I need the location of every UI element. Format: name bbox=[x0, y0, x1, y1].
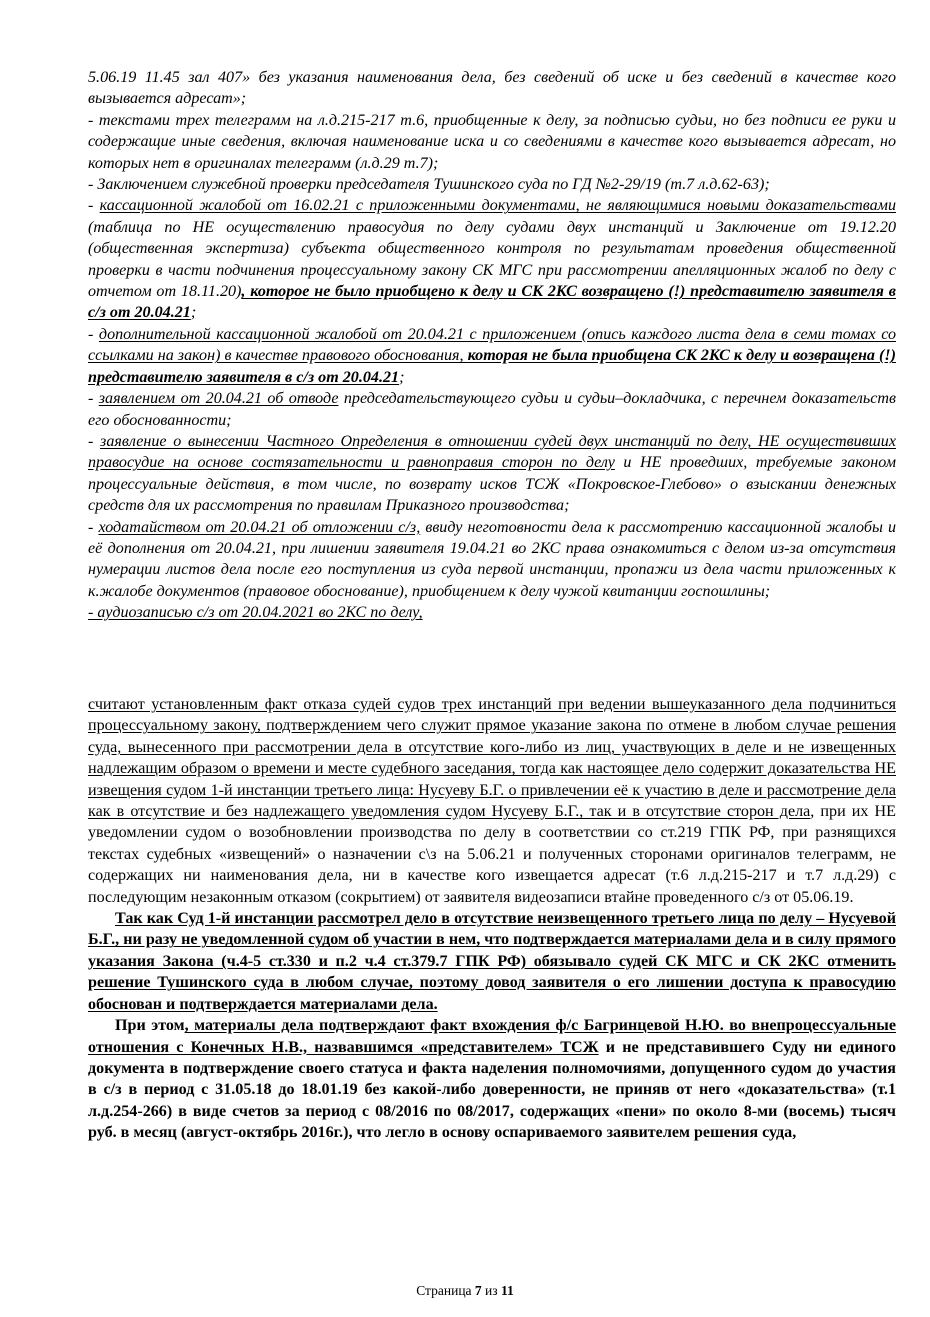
paragraph-3: - Заключением служебной проверки председателя Тушинского суда по ГД №2-29/19 (т.7 л.д.62-63); bbox=[88, 176, 770, 194]
paragraph-12: При этом, материалы дела подтверждают факт вхождения ф/с Багринцевой Н.Ю. во внепроцессуальные отношения с Конечных Н.В., назвавшимся «представителем» ТСЖ и не представившего Суду ни единого документа в подтверждение своего статуса и факта наделения полномочиями, допущенного судом до участия в с/з в период с 31.05.18 до 18.01.19 без какой-либо доверенности, не приняв от него «доказательства» (т.1 л.д.254-266) в виде счетов за период с 08/2016 по 08/2017, содержащих «пени» по около 8-ми (восемь) тысяч руб. в месяц (август-октябрь 2016г.), что легло в основу оспариваемого заявителем решения суда, bbox=[88, 1017, 896, 1142]
paragraph-10: считают установленным факт отказа судей судов трех инстанций при ведении вышеуказанного дела подчиниться процессуальному закону, подтверждением чего служит прямое указание закона по отмене в любом случае решения суда, вынесенного при рассмотрении дела в отсутствие кого-либо из лиц, участвующих в деле и не извещенных надлежащим образом о времени и месте судебного заседания, тогда как настоящее дело содержит доказательства НЕ извещения судом 1-й инстанции третьего лица: Нусуеву Б.Г. о привлечении её к участию в деле и рассмотрение дела как в отсутствие и без надлежащего уведомления судом Нусуеву Б.Г., так и в отсутствие сторон дела, при их НЕ уведомлении судом о возобновлении производства по делу в соответствии со ст.219 ГПК РФ, при разнящихся текстах судебных «извещений» о назначении с\з на 5.06.21 и полученных сторонами оригиналов телеграмм, не содержащих ни наименования дела, ни в качестве кого извещается адресат (т.6 л.д.215-217 и т.7 л.д.29) с последующим незаконным отказом (сокрытием) от заявителя видеозаписи втайне проведенного с/з от 05.06.19. bbox=[88, 696, 896, 906]
paragraph-4: - кассационной жалобой от 16.02.21 с приложенными документами, не являющимися новыми доказательствами (таблица по НЕ осуществлению правосудия по делу судами двух инстанций и Заключение от 19.12.20 (общественная экспертиза) субъекта общественного контроля по результатам проведения общественной проверки в части подчинения процессуальному закону СК МГС при рассмотрении апелляционных жалоб по делу с отчетом от 18.11.20), которое не было приобщено к делу и СК 2КС возвращено (!) представителю заявителя в с/з от 20.04.21; bbox=[88, 197, 896, 322]
paragraph-6: - заявлением от 20.04.21 об отводе председательствующего судьи и судьи–докладчика, с перечнем доказательств его обоснованности; bbox=[88, 390, 896, 429]
footer-of: из bbox=[485, 1283, 498, 1298]
paragraph-8: - ходатайством от 20.04.21 об отложении с/з, ввиду неготовности дела к рассмотрению кассационной жалобы и её дополнения от 20.04.21, при лишении заявителя 19.04.21 во 2КС права ознакомиться с делом из-за отсутствия нумерации листов дела после его поступления из суда первой инстанции, пропажи из дела части приложенных к к.жалобе документов (правовое обоснование), приобщением к делу чужой квитанции госпошлины; bbox=[88, 518, 896, 600]
paragraph-9: - аудиозаписью с/з от 20.04.2021 во 2КС по делу, bbox=[88, 604, 423, 622]
regular-text-block bbox=[88, 694, 896, 1144]
paragraph-11: Так как Суд 1-й инстанции рассмотрел дело в отсутствие неизвещенного третьего лица по делу – Нусуевой Б.Г., ни разу не уведомленной судом об участии в нем, что подтверждается материалами дела и в силу прямого указания Закона (ч.4-5 ст.330 и п.2 ч.4 ст.379.7 ГПК РФ) обязывало судей СК МГС и СК 2КС отменить решение Тушинского суда в любом случае, поэтому довод заявителя о его лишении доступа к правосудию обоснован и подтверждается материалами дела. bbox=[88, 910, 896, 1013]
footer-total-pages: 11 bbox=[500, 1283, 514, 1298]
paragraph-5: - дополнительной кассационной жалобой от 20.04.21 с приложением (опись каждого листа дела в семи томах со ссылками на закон) в качестве правового обоснования, которая не была приобщена СК 2КС к делу и возвращена (!) представителю заявителя в с/з от 20.04.21; bbox=[88, 325, 896, 386]
footer-label: Страница bbox=[416, 1283, 472, 1298]
paragraph-2: - текстами трех телеграмм на л.д.215-217 т.6, приобщенные к делу, за подписью судьи, но без подписи ее руки и содержащие иные сведения, включая наименование иска и со сведениями в качестве кого вызывается адресат, но которых нет в оригиналах телеграмм (л.д.29 т.7); bbox=[88, 111, 896, 172]
italic-list-block bbox=[88, 67, 896, 624]
paragraph-1: 5.06.19 11.45 зал 407» без указания наименования дела, без сведений об иске и без сведений в качестве кого вызывается адресат»; bbox=[88, 69, 896, 108]
footer-page-number: 7 bbox=[474, 1283, 482, 1298]
page-footer bbox=[0, 1283, 930, 1299]
paragraph-7: - заявление о вынесении Частного Определения в отношении судей двух инстанций по делу, НЕ осуществивших правосудие на основе состязательности и равноправия сторон по делу и НЕ проведших, требуемые законом процессуальные действия, в том числе, по возврату исков ТСЖ «Покровское-Глебово» о взыскании денежных средств для их рассмотрения по правилам Приказного производства; bbox=[88, 432, 896, 515]
